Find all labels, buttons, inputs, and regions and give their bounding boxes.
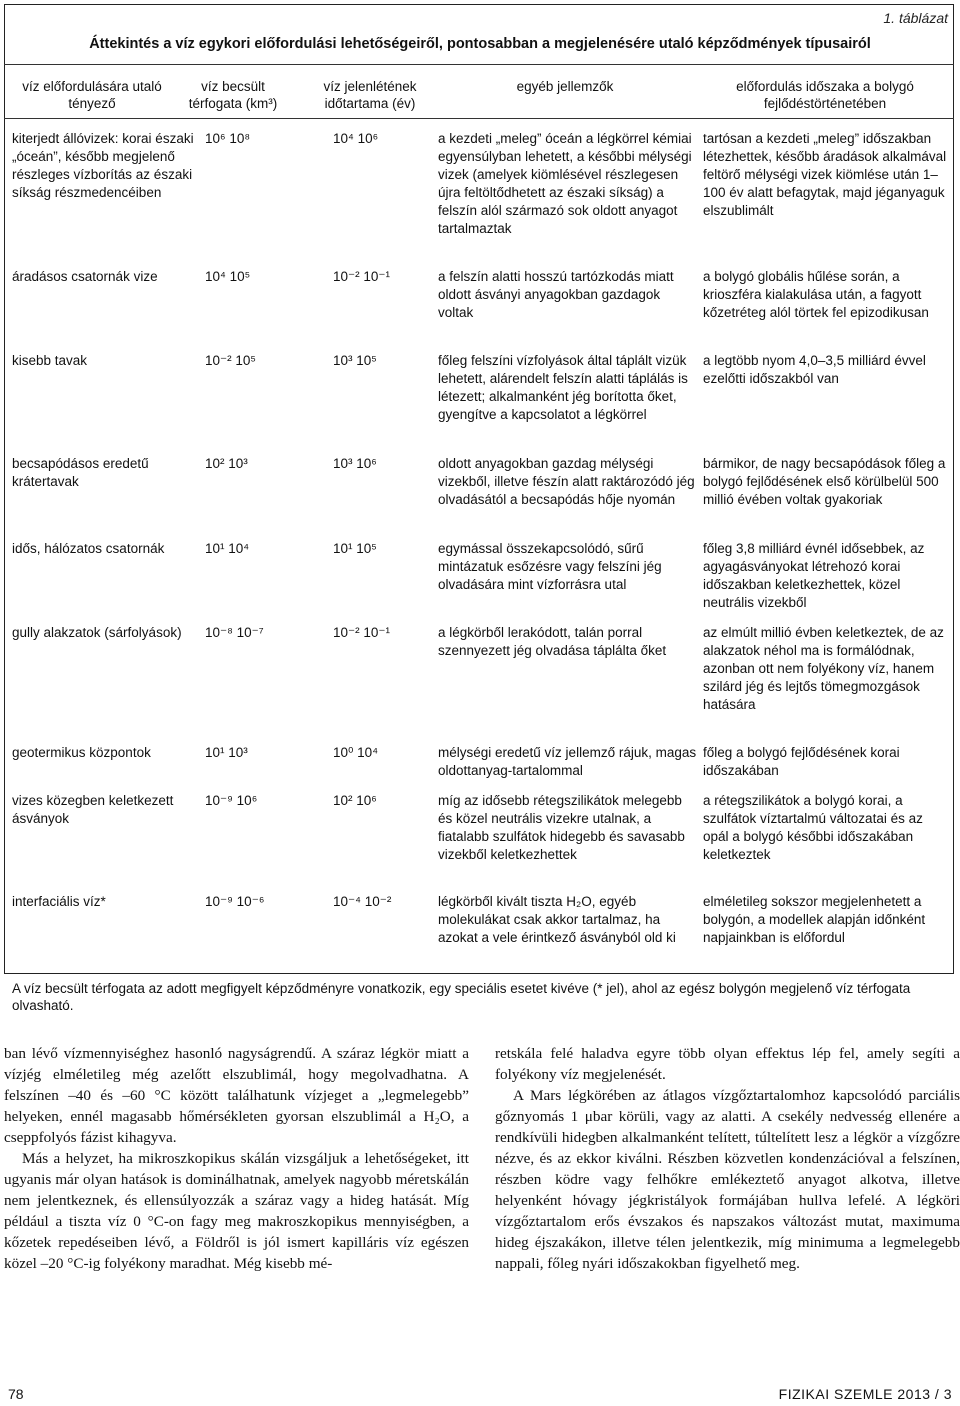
cell-duration: 10² 10⁶ <box>333 793 377 808</box>
header-top-rule <box>4 64 954 65</box>
cell-indicator: becsapódásos eredetű krátertavak <box>12 456 149 489</box>
cell-indicator: áradásos csatornák vize <box>12 269 158 284</box>
cell-duration: 10⁻² 10⁻¹ <box>333 625 391 640</box>
body-paragraph: Más a helyzet, ha mikroszkopikus skálán vizsgáljuk a lehetőségeket, itt ugyanis már olyan hatások is dominálhatnak, amelyek nagyobb méretskálán nem jelentkeznek, és ellensúlyozzák a száraz vagy a hideg hatását. Míg például a tiszta víz 0 °C-on fagy meg makroszkopikus mennyiségben, a kőzetek repedéseiben lévő, a Földről is jól ismert kapilláris víz egészen közel –20 °C-ig folyékony maradhat. Még kisebb mé- <box>4 1150 469 1272</box>
cell-period: főleg a bolygó fejlődésének korai időszakában <box>703 745 900 778</box>
cell-volume: 10⁻⁹ 10⁶ <box>205 793 258 808</box>
cell-volume: 10⁻⁹ 10⁻⁶ <box>205 894 265 909</box>
page-number: 78 <box>8 1386 24 1402</box>
cell-indicator: geotermikus központok <box>12 745 151 760</box>
table-title: Áttekintés a víz egykori előfordulási lehetőségeiről, pontosabban a megjelenésére utaló képződmények típusairól <box>89 36 871 52</box>
cell-features: míg az idősebb rétegszilikátok melegebb és közel neutrális vizekre utalnak, a fiatalabb szulfátok hidegebb és savasabb vizekből keletkezhettek <box>438 793 685 862</box>
cell-volume: 10² 10³ <box>205 456 248 471</box>
cell-volume: 10⁴ 10⁵ <box>205 269 251 284</box>
body-paragraph: ban lévő vízmennyiséghez hasonló nagyságrendű. A száraz légkör miatt a vízjég elméletileg még azelőtt elszublimál, hogy megolvadhatna. A felszínen –40 és –60 °C között találhatunk vízjeget a „legmelegebb” helyeken, ennél magasabb hőmérsékleten gyorsan elszublimál a H₂O, a cseppfolyós fázist kihagyva. <box>4 1045 469 1146</box>
cell-period: a legtöbb nyom 4,0–3,5 milliárd évvel ezelőtti időszakból van <box>703 353 926 386</box>
body-column-left <box>4 1043 469 1274</box>
cell-indicator: idős, hálózatos csatornák <box>12 541 165 556</box>
cell-features: főleg felszíni vízfolyások által táplált vizük lehetett, alárendelt felszín alatti táplálás is létezett; alkalmanként jég borította őket, gyengítve a kapcsolatot a légkörrel <box>438 353 688 422</box>
cell-duration: 10⁴ 10⁶ <box>333 131 379 146</box>
cell-duration: 10¹ 10⁵ <box>333 541 377 556</box>
header-col-2: víz becsült térfogata (km³) <box>188 79 278 111</box>
cell-features: légkörből kivált tiszta H₂O, egyéb molekulákat csak akkor tartalmaz, ha azokat a vele érintkező ásványból old ki <box>438 894 676 945</box>
cell-volume: 10⁶ 10⁸ <box>205 131 251 146</box>
cell-volume: 10⁻² 10⁵ <box>205 353 257 368</box>
body-column-right <box>495 1043 960 1274</box>
cell-period: bármikor, de nagy becsapódások főleg a bolygó fejlődésének első körülbelül 500 millió évében voltak gyakoriak <box>703 456 946 507</box>
cell-indicator: kiterjedt állóvizek: korai északi „óceán”, később megjelenő részleges vízborítás az északi síkság részmedencéiben <box>12 131 194 200</box>
cell-volume: 10⁻⁸ 10⁻⁷ <box>205 625 264 640</box>
cell-features: oldott anyagokban gazdag mélységi vizekből, illetve fészín alatt raktározódó jég olvadásától a becsapódás hője nyomán <box>438 456 695 507</box>
body-paragraph: retskála felé haladva egyre több olyan effektus lép fel, amely segíti a folyékony víz megjelenését. <box>495 1045 960 1083</box>
header-col-5: előfordulás időszaka a bolygó fejlődéstörténetében <box>736 79 914 111</box>
table-label: 1. táblázat <box>883 10 948 26</box>
cell-volume: 10¹ 10⁴ <box>205 541 250 556</box>
cell-features: a légkörből lerakódott, talán porral szennyezett jég olvadása táplálta őket <box>438 625 667 658</box>
cell-indicator: kisebb tavak <box>12 353 88 368</box>
header-col-3: víz jelenlétének időtartama (év) <box>323 79 417 111</box>
header-bottom-rule <box>4 118 954 119</box>
cell-period: a bolygó globális hűlése során, a krioszféra kialakulása után, a fagyott kőzetréteg alól törtek fel epizodikusan <box>703 269 929 320</box>
cell-period: elméletileg sokszor megjelenhetett a bolygón, a modellek alapján időnként napjainkban is előfordul <box>703 894 926 945</box>
cell-duration: 10⁰ 10⁴ <box>333 745 378 760</box>
cell-period: tartósan a kezdeti „meleg” időszakban létezhettek, később áradások alkalmával feltörő mélységi vizek kiömlése után 1–100 év alatt befagytak, majd jéganyaguk elszublimált <box>703 131 947 218</box>
cell-features: a felszín alatti hosszú tartózkodás miatt oldott ásványi anyagokban gazdagok voltak <box>438 269 674 320</box>
table-footnote: A víz becsült térfogata az adott megfigyelt képződményre vonatkozik, egy speciális esetet kivéve (* jel), ahol az egész bolygón megjelenő víz térfogata olvasható. <box>12 981 911 1013</box>
journal-footer: FIZIKAI SZEMLE 2013 / 3 <box>778 1386 952 1402</box>
header-col-4: egyéb jellemzők <box>516 79 614 94</box>
cell-duration: 10³ 10⁵ <box>333 353 377 368</box>
body-paragraph: A Mars légkörében az átlagos vízgőztartalomhoz kapcsolódó parciális gőznyomás 1 μbar körüli, vagy az alatti. A csekély nedvesség ellenére a rendkívüli hidegben alkalmanként telített, túltelített lesz a légkör a vízgőzre nézve, és az ekkor kiválni. Részben közvetlen kondenzációval a felszínen, részben ködre vagy felhőkre emlékeztető anyagot alkotva, illetve helyenként hóvagy jégkristályok formájában hullva lefelé. A légköri vízgőztartalom erős évszakos és napszakos változást mutat, maximuma hideg éjszakákon, illetve télen jelentkezik, míg minimuma a legmelegebb nappali, főleg nyári időszakokban figyelhető meg. <box>495 1087 960 1272</box>
cell-period: az elmúlt millió évben keletkeztek, de az alakzatok néhol ma is formálódnak, azonban ott nem folyékony víz, hanem szilárd jég és lejtős tömegmozgások hatására <box>703 625 944 712</box>
cell-features: a kezdeti „meleg” óceán a légkörrel kémiai egyensúlyban lehetett, a későbbi mélységi vizek (amelyek kiömlésével részlegesen újra feltöltődhetett az északi síkság) a felszín alól származó sok oldott anyagot tartalmaztak <box>438 131 692 236</box>
cell-duration: 10³ 10⁶ <box>333 456 377 471</box>
cell-duration: 10⁻² 10⁻¹ <box>333 269 391 284</box>
cell-period: a rétegszilikátok a bolygó korai, a szulfátok víztartalmú változatai és az opál a bolygó későbbi időszakában keletkeztek <box>703 793 923 862</box>
cell-indicator: vizes közegben keletkezett ásványok <box>12 793 174 826</box>
cell-features: mélységi eredetű víz jellemző rájuk, magas oldottanyag-tartalommal <box>438 745 697 778</box>
cell-volume: 10¹ 10³ <box>205 745 248 760</box>
cell-duration: 10⁻⁴ 10⁻² <box>333 894 392 909</box>
cell-features: egymással összekapcsolódó, sűrű mintázatuk esőzésre vagy felszíni jég olvadására mint vízforrásra utal <box>438 541 662 592</box>
cell-indicator: gully alakzatok (sárfolyások) <box>12 625 182 640</box>
cell-indicator: interfaciális víz* <box>12 894 106 909</box>
cell-period: főleg 3,8 milliárd évnél idősebbek, az agyagásványokat létrehozó korai időszakban keletkezhettek, közel neutrális vizekből <box>703 541 925 610</box>
header-col-1: víz előfordulására utaló tényező <box>22 79 162 111</box>
